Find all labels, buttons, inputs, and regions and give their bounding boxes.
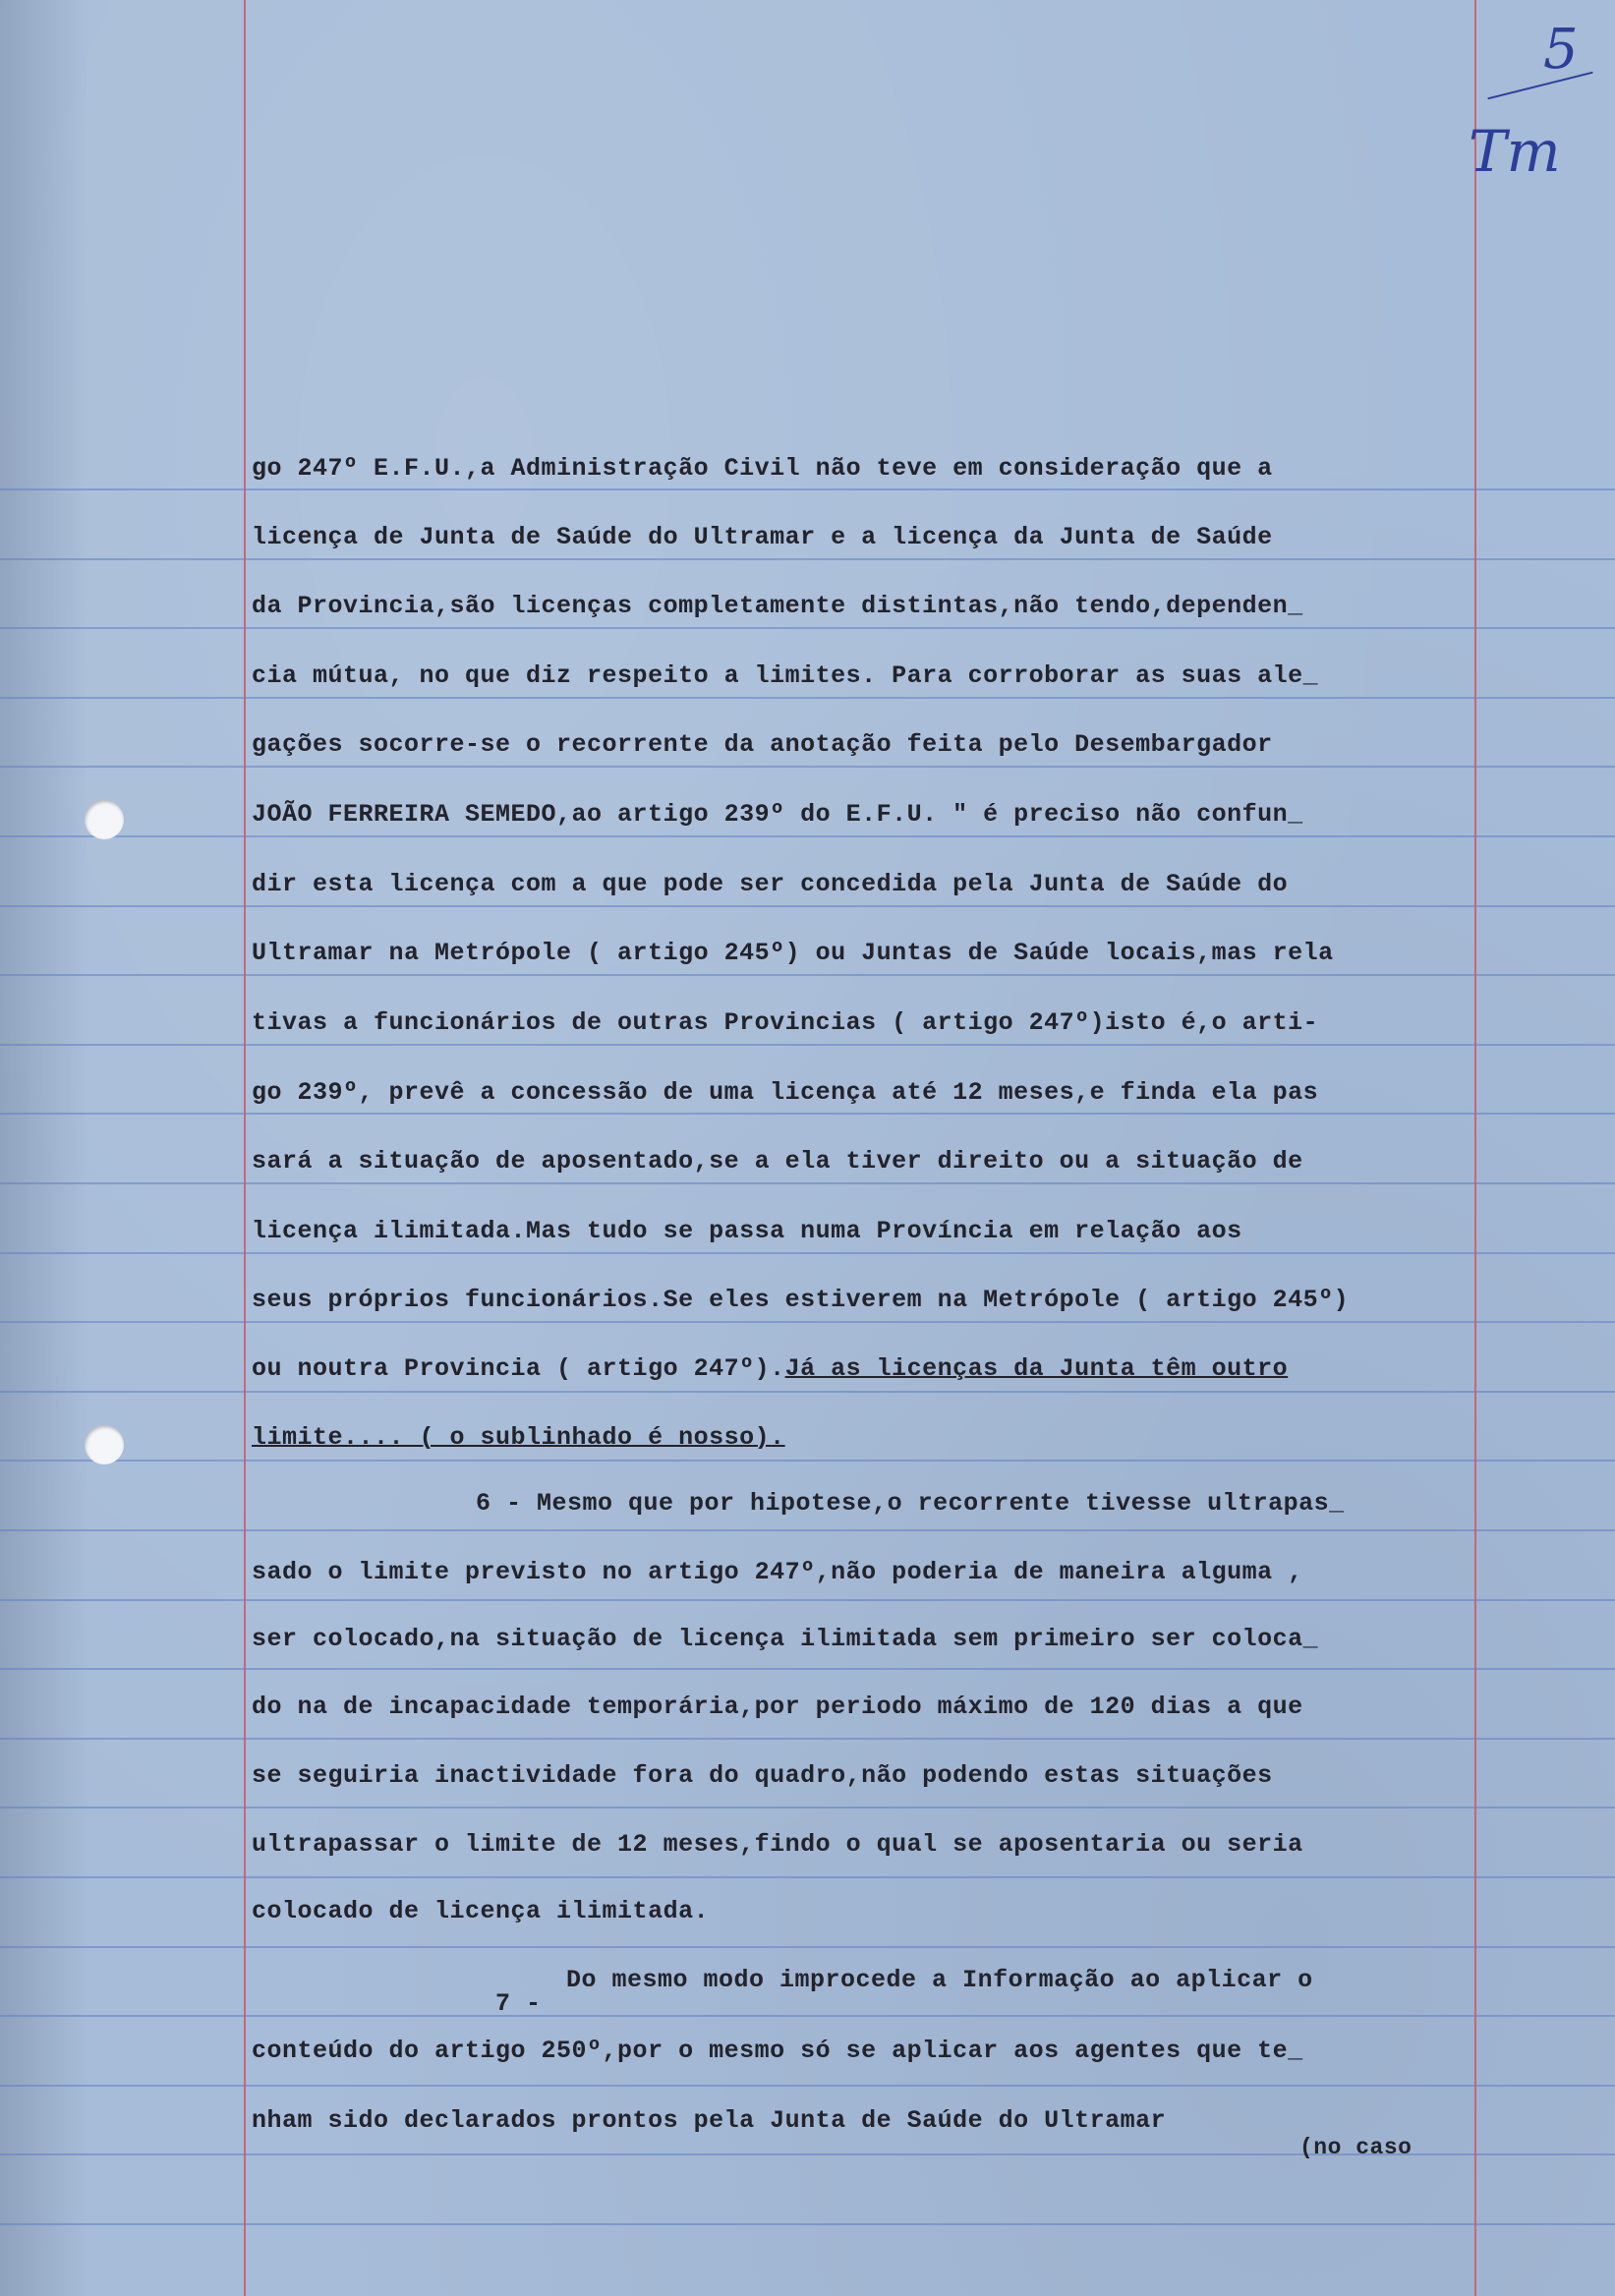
text-line: ultrapassar o limite de 12 meses,findo o qual se aposentaria ou seria (252, 1830, 1303, 1859)
text-line (252, 1354, 1288, 1384)
text-line: go 247º E.F.U.,a Administração Civil não teve em consideração que a (252, 454, 1273, 483)
text-line: licença de Junta de Saúde do Ultramar e a licença da Junta de Saúde (252, 523, 1273, 551)
text-line: Ultramar na Metrópole ( artigo 245º) ou Juntas de Saúde locais,mas rela (252, 939, 1334, 967)
text-line: seus próprios funcionários.Se eles estiverem na Metrópole ( artigo 245º) (252, 1286, 1350, 1314)
text-line: cia mútua, no que diz respeito a limites. Para corroborar as suas ale_ (252, 661, 1319, 690)
text-line: sado o limite previsto no artigo 247º,não poderia de maneira alguma , (252, 1558, 1303, 1586)
text-line: tivas a funcionários de outras Provincias ( artigo 247º)isto é,o arti- (252, 1008, 1319, 1037)
text-line: go 239º, prevê a concessão de uma licença até 12 meses,e finda ela pas (252, 1078, 1319, 1107)
punch-hole-top (85, 800, 124, 839)
right-margin-line (1474, 0, 1476, 2296)
underlined-quote: Já as licenças da Junta têm outro (784, 1354, 1289, 1383)
ruled-line (0, 488, 1615, 490)
ruled-line (0, 2223, 1615, 2225)
text-line: licença ilimitada.Mas tudo se passa numa Província em relação aos (252, 1217, 1242, 1245)
handwritten-initials: Tm (1469, 118, 1561, 185)
text-line-section-6: 6 - Mesmo que por hipotese,o recorrente tivesse ultrapas_ (476, 1489, 1345, 1518)
text-line: ser colocado,na situação de licença ilimitada sem primeiro ser coloca_ (252, 1625, 1319, 1653)
text-line: dir esta licença com a que pode ser concedida pela Junta de Saúde do (252, 870, 1289, 898)
ruled-line (0, 558, 1615, 560)
text-line: da Provincia,são licenças completamente distintas,não tendo,dependen_ (252, 592, 1303, 620)
ruled-line (0, 835, 1615, 837)
ruled-line (0, 1738, 1615, 1740)
ruled-line (0, 1182, 1615, 1184)
ruled-line (0, 1252, 1615, 1254)
ruled-line (0, 1946, 1615, 1948)
ruled-line (0, 974, 1615, 976)
ruled-line (0, 1807, 1615, 1808)
ruled-line (0, 1391, 1615, 1393)
ruled-line (0, 1599, 1615, 1601)
text-line: conteúdo do artigo 250º,por o mesmo só se aplicar aos agentes que te_ (252, 2037, 1303, 2065)
handwritten-page-number: 5 (1543, 18, 1579, 82)
ruled-line (0, 1113, 1615, 1115)
ruled-line (0, 905, 1615, 907)
ruled-line (0, 2085, 1615, 2087)
punch-hole-bottom (85, 1425, 124, 1464)
text-line: limite.... ( o sublinhado é nosso). (252, 1423, 785, 1452)
section-number-7: 7 - (495, 1989, 542, 2018)
ruled-line (0, 1876, 1615, 1878)
ruled-line (0, 1529, 1615, 1531)
ruled-line (0, 627, 1615, 629)
ruled-line (0, 1668, 1615, 1670)
ruled-line (0, 2015, 1615, 2017)
ruled-line (0, 1044, 1615, 1046)
left-margin-line (244, 0, 246, 2296)
text-segment: ou noutra Provincia ( artigo 247º). (252, 1354, 785, 1383)
ruled-line (0, 1321, 1615, 1323)
ruled-line (0, 1460, 1615, 1462)
ruled-line (0, 697, 1615, 699)
text-line: do na de incapacidade temporária,por periodo máximo de 120 dias a que (252, 1693, 1303, 1721)
text-line: sará a situação de aposentado,se a ela tiver direito ou a situação de (252, 1147, 1303, 1176)
text-line-section-7: Do mesmo modo improcede a Informação ao aplicar o (566, 1966, 1313, 1994)
text-line: nham sido declarados prontos pela Junta de Saúde do Ultramar (252, 2106, 1167, 2135)
text-line-continuation: (no caso (1299, 2135, 1413, 2160)
text-line: gações socorre-se o recorrente da anotação feita pelo Desembargador (252, 730, 1273, 759)
ruled-line (0, 766, 1615, 768)
text-line: JOÃO FERREIRA SEMEDO,ao artigo 239º do E.F.U. " é preciso não confun_ (252, 800, 1303, 829)
text-line: colocado de licença ilimitada. (252, 1897, 710, 1925)
text-line: se seguiria inactividade fora do quadro,não podendo estas situações (252, 1761, 1273, 1790)
